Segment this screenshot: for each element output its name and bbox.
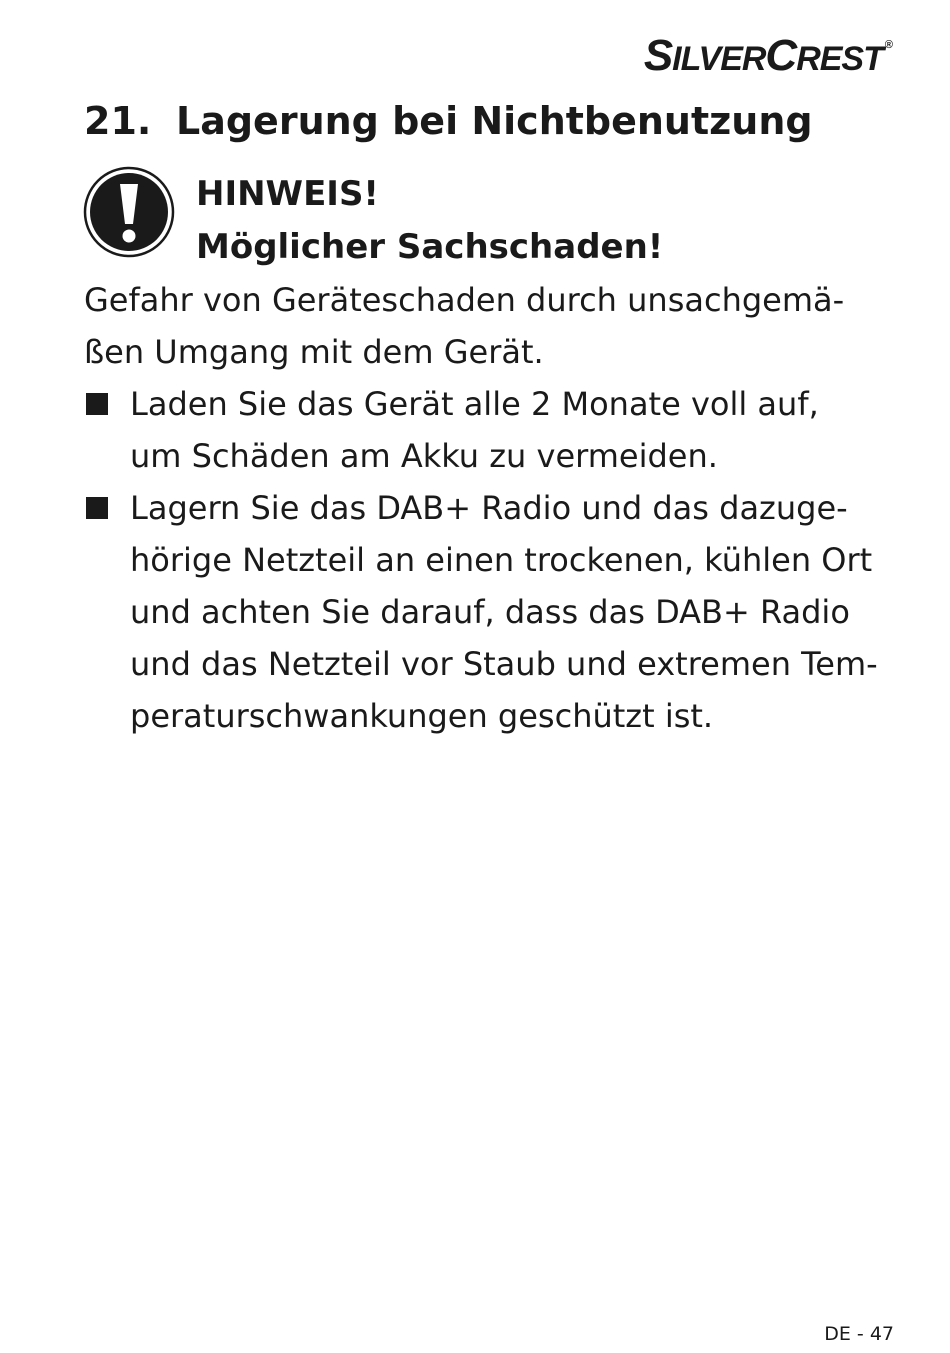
notice-label: HINWEIS! — [196, 174, 379, 214]
bullet-line: und achten Sie darauf, dass das DAB+ Radio — [130, 593, 850, 631]
bullet-square-icon — [86, 393, 108, 415]
bullet-line: hörige Netzteil an einen trockenen, kühlen Ort — [130, 541, 873, 579]
bullet-line: und das Netzteil vor Staub und extremen Tem- — [130, 645, 878, 683]
brand-logo: SILVERCREST ® — [643, 31, 892, 80]
bullet-square-icon — [86, 497, 108, 519]
bullet-line: Lagern Sie das DAB+ Radio und das dazuge- — [130, 489, 848, 527]
notice-subtitle: Möglicher Sachschaden! — [196, 227, 664, 267]
section-title: Lagerung bei Nichtbenutzung — [176, 99, 813, 143]
registered-mark: ® — [884, 39, 892, 51]
page-number: DE - 47 — [824, 1323, 894, 1345]
section-number: 21. — [84, 99, 152, 143]
body-paragraph — [84, 274, 904, 378]
bullet-line: peraturschwankungen geschützt ist. — [130, 697, 714, 735]
section-heading — [84, 98, 813, 144]
body-line: Gefahr von Geräteschaden durch unsachgemä- — [84, 281, 845, 319]
notice-block — [196, 168, 663, 274]
body-line: ßen Umgang mit dem Gerät. — [84, 333, 544, 371]
exclamation-icon — [83, 166, 175, 258]
bullet-line: Laden Sie das Gerät alle 2 Monate voll auf, — [130, 385, 819, 423]
bullet-line: um Schäden am Akku zu vermeiden. — [130, 437, 718, 475]
